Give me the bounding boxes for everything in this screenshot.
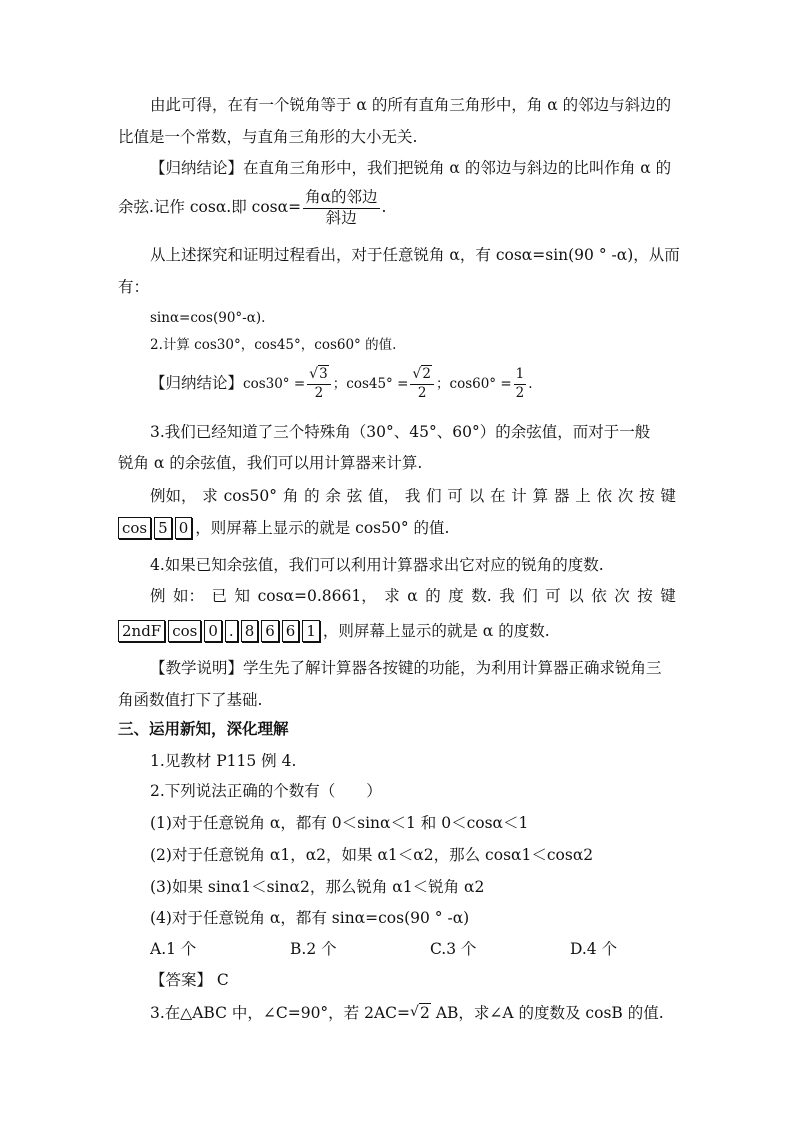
paragraph-9: 4.如果已知余弦值，我们可以利用计算器求出它对应的锐角的度数. [150,556,604,574]
justified-word: α [407,587,418,605]
paragraph-3-line-2: 有： [118,278,150,296]
justified-word: 的 [304,487,320,505]
justified-word: 计 [511,487,527,505]
cos30-label: cos30° = [243,376,306,392]
conclusion-values: 【归纳结论】cos30° = √ $\frac{3}{2}$ ；cos45° = √ $\frac{2}{2}$ ；cos60° = $\frac{1}{2}$ . [150,368,676,400]
justified-word: 余 [325,487,341,505]
fraction-denominator: 斜边 [325,208,357,227]
conclusion-label: 【归纳结论】 [150,374,244,392]
justified-word: 我 [404,487,421,505]
statement-3: (3)如果 sinα1＜sinα2，那么锐角 α1＜锐角 α2 [150,878,485,896]
paragraph-10-line-1 [150,585,676,607]
fraction-numerator: 角α的邻边 [303,190,379,209]
justified-word: 们 [522,587,538,605]
justified-word: 数. [471,587,492,605]
justified-word: 求 [384,587,400,605]
identity-line: sinα=cos(90°-α). [150,310,266,326]
justified-word: cosα=0.8661， [257,587,377,605]
statement-1: (1)对于任意锐角 α，都有 0＜sinα＜1 和 0＜cosα＜1 [150,814,529,832]
option-b: B.2 个 [290,940,337,958]
justified-word: 依 [591,587,607,605]
justified-word: 按 [637,587,653,605]
justified-word: 键 [660,487,676,505]
sqrt-2-q3: √ 2 [410,1002,431,1024]
calculator-key: 1 [302,620,320,642]
cos-definition-suffix: . [381,198,387,216]
calculator-key: 2ndF [118,620,165,642]
cos45-fraction: √ $\frac{2}{2}$ [410,368,434,400]
paragraph-8-line-2 [118,517,676,539]
paragraph-11-line-1: 【教学说明】学生先了解计算器各按键的功能，为利用计算器正确求锐角三 [150,659,662,677]
justified-word: 次 [617,487,634,505]
paragraph-8-suffix: ，则屏幕上显示的就是 cos50° 的值. [195,519,450,537]
calculator-key: cos [118,517,151,539]
justified-word: 例 [150,587,166,605]
justified-word: 可 [545,587,561,605]
question-3-suffix: AB，求∠A 的度数及 cosB 的值. [430,1004,664,1022]
calculator-key: 5 [154,517,172,539]
justified-word: 度 [448,587,464,605]
justified-word: 值， [368,487,400,505]
calculator-key: 0 [204,620,222,642]
question-2-calc: 2.计算 cos30°，cos45°，cos60° 的值. [150,337,397,353]
statement-2: (2)对于任意锐角 α1，α2，如果 α1＜α2，那么 cosα1＜cosα2 [150,846,594,864]
justified-word: 键 [660,587,676,605]
cos60-label: ；cos60° = [436,376,512,392]
calculator-keys-arccos [118,622,323,640]
justified-word: 器 [553,487,570,505]
justified-word: 可 [447,487,463,505]
justified-word: 角 [282,487,299,505]
sqrt-3: √ 3 [309,368,329,382]
justified-word: 如： [173,587,205,605]
option-a: A.1 个 [150,940,197,958]
justified-word: 在 [490,487,506,505]
paragraph-1-line-2: 比值是一个常数，与直角三角形的大小无关. [118,128,418,146]
justified-word: 我 [499,587,515,605]
justified-word: 以 [468,487,485,505]
calculator-key: 0 [175,517,193,539]
calculator-keys-cos50 [118,519,195,537]
paragraph-8-line-1 [150,485,676,507]
section-title: 三、运用新知，深化理解 [118,719,289,738]
answer-line: 【答案】 C [150,971,229,989]
cos-definition-fraction [303,190,379,226]
question-1: 1.见教材 P115 例 4. [150,752,297,770]
justified-word: cos50° [223,487,278,505]
justified-word: 的 [425,587,441,605]
calculator-key: . [225,620,238,642]
paragraph-1-line-1: 由此可得，在有一个锐角等于 α 的所有直角三角形中，角 α 的邻边与斜边的 [150,96,672,114]
question-3 [150,1002,676,1024]
cos45-label: ；cos45° = [332,376,409,392]
justified-word: 例如， [150,487,197,505]
cos-definition-prefix: 余弦.记作 cosα.即 cosα= [118,198,302,216]
calculator-key: 6 [282,620,300,642]
paragraph-2-line-2 [118,190,676,226]
justified-word: 次 [614,587,630,605]
statement-4: (4)对于任意锐角 α，都有 sinα=cos(90 ° -α) [150,909,470,927]
paragraph-7-line-1: 3.我们已经知道了三个特殊角（30°、45°、60°）的余弦值，而对于一般 [150,423,651,441]
paragraph-10-line-2 [118,620,676,642]
question-3-prefix: 3.在△ABC 中，∠C=90°，若 2AC= [150,1004,411,1022]
cos30-fraction: √ $\frac{3}{2}$ [307,368,331,400]
paragraph-10-suffix: ，则屏幕上显示的就是 α 的度数. [322,622,550,640]
justified-word: 按 [639,487,655,505]
option-c: C.3 个 [430,940,477,958]
paragraph-3-line-1: 从上述探究和证明过程看出，对于任意锐角 α，有 cosα=sin(90 ° -α)，从而 [150,246,680,264]
justified-word: 以 [568,587,584,605]
justified-word: 求 [202,487,218,505]
justified-word: 们 [426,487,442,505]
question-2: 2.下列说法正确的个数有（ ） [150,782,382,800]
calculator-key: 8 [241,620,259,642]
calculator-key: 6 [261,620,279,642]
justified-word: 上 [575,487,591,505]
paragraph-7-line-2: 锐角 α 的余弦值，我们可以用计算器来计算. [118,454,423,472]
justified-word: 弦 [346,487,363,505]
option-d: D.4 个 [570,940,618,958]
justified-word: 算 [532,487,549,505]
sqrt-2: √ 2 [412,368,432,382]
cos60-fraction: $\frac{1}{2}$ [515,366,525,401]
calculator-key: cos [168,620,201,642]
paragraph-11-line-2: 角函数值打下了基础. [118,691,263,709]
paragraph-2-line-1: 【归纳结论】在直角三角形中，我们把锐角 α 的邻边与斜边的比叫作角 α 的 [150,159,672,177]
justified-word: 已 [211,587,228,605]
justified-word: 知 [234,587,251,605]
justified-word: 依 [596,487,612,505]
answer-options [150,938,676,960]
